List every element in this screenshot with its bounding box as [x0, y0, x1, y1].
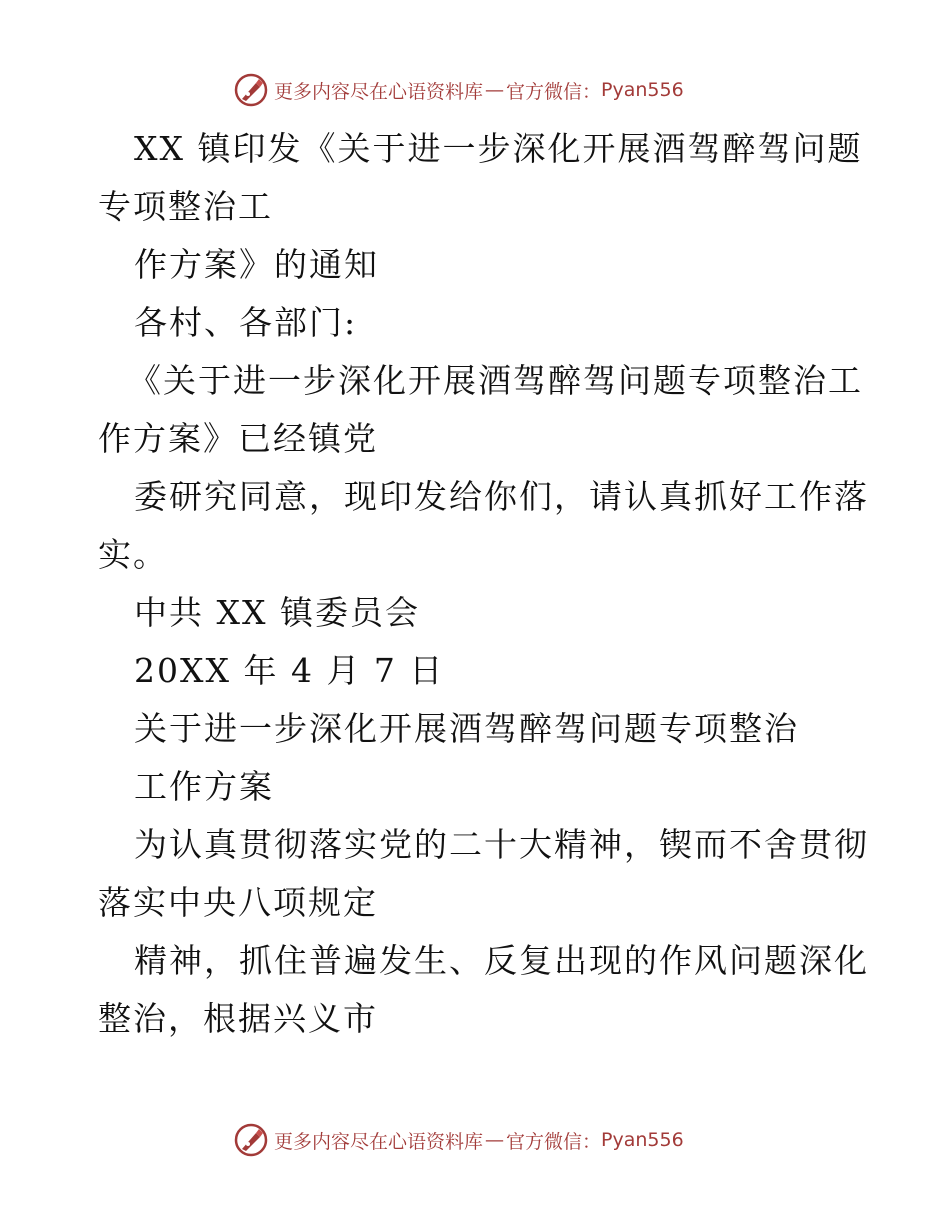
pen-nib-logo-icon — [234, 73, 268, 107]
signature-org: 中共 XX 镇委员会 — [134, 593, 420, 632]
title-line-1: XX 镇印发《关于进一步深化开展酒驾醉驾问题 — [134, 129, 863, 168]
section-title-line-2: 工作方案 — [134, 767, 274, 806]
paragraph-line: 整治，根据兴义市 — [98, 999, 378, 1038]
document-body — [98, 120, 869, 1048]
banner-text: 更多内容尽在心语资料库 — [274, 1130, 484, 1153]
header-banner — [234, 72, 684, 108]
pen-nib-logo-icon — [234, 1123, 268, 1157]
banner-wechat-label: 官方微信： — [506, 80, 602, 103]
paragraph-line: 委研究同意，现印发给你们，请认真抓好工作落 — [134, 477, 869, 516]
paragraph-line: 为认真贯彻落实党的二十大精神，锲而不舍贯彻 — [134, 825, 869, 864]
paragraph-line: 作方案》已经镇党 — [98, 419, 378, 458]
banner-handle: Pyan556 — [601, 1129, 684, 1151]
banner-text: 更多内容尽在心语资料库 — [274, 80, 484, 103]
paragraph-line: 《关于进一步深化开展酒驾醉驾问题专项整治工 — [128, 361, 863, 400]
banner-wechat-label: 官方微信： — [506, 1130, 602, 1153]
banner-dash: — — [485, 79, 505, 101]
title-line-2: 专项整治工 — [98, 187, 273, 226]
title-line-3: 作方案》的通知 — [134, 245, 379, 284]
banner-handle: Pyan556 — [601, 79, 684, 101]
signature-date: 20XX 年 4 月 7 日 — [134, 651, 445, 690]
paragraph-line: 精神，抓住普遍发生、反复出现的作风问题深化 — [134, 941, 869, 980]
salutation: 各村、各部门: — [134, 303, 358, 342]
section-title-line-1: 关于进一步深化开展酒驾醉驾问题专项整治 — [134, 709, 799, 748]
footer-banner — [234, 1122, 684, 1158]
banner-dash: — — [485, 1129, 505, 1151]
paragraph-line: 落实中央八项规定 — [98, 883, 378, 922]
paragraph-line: 实。 — [98, 535, 168, 574]
